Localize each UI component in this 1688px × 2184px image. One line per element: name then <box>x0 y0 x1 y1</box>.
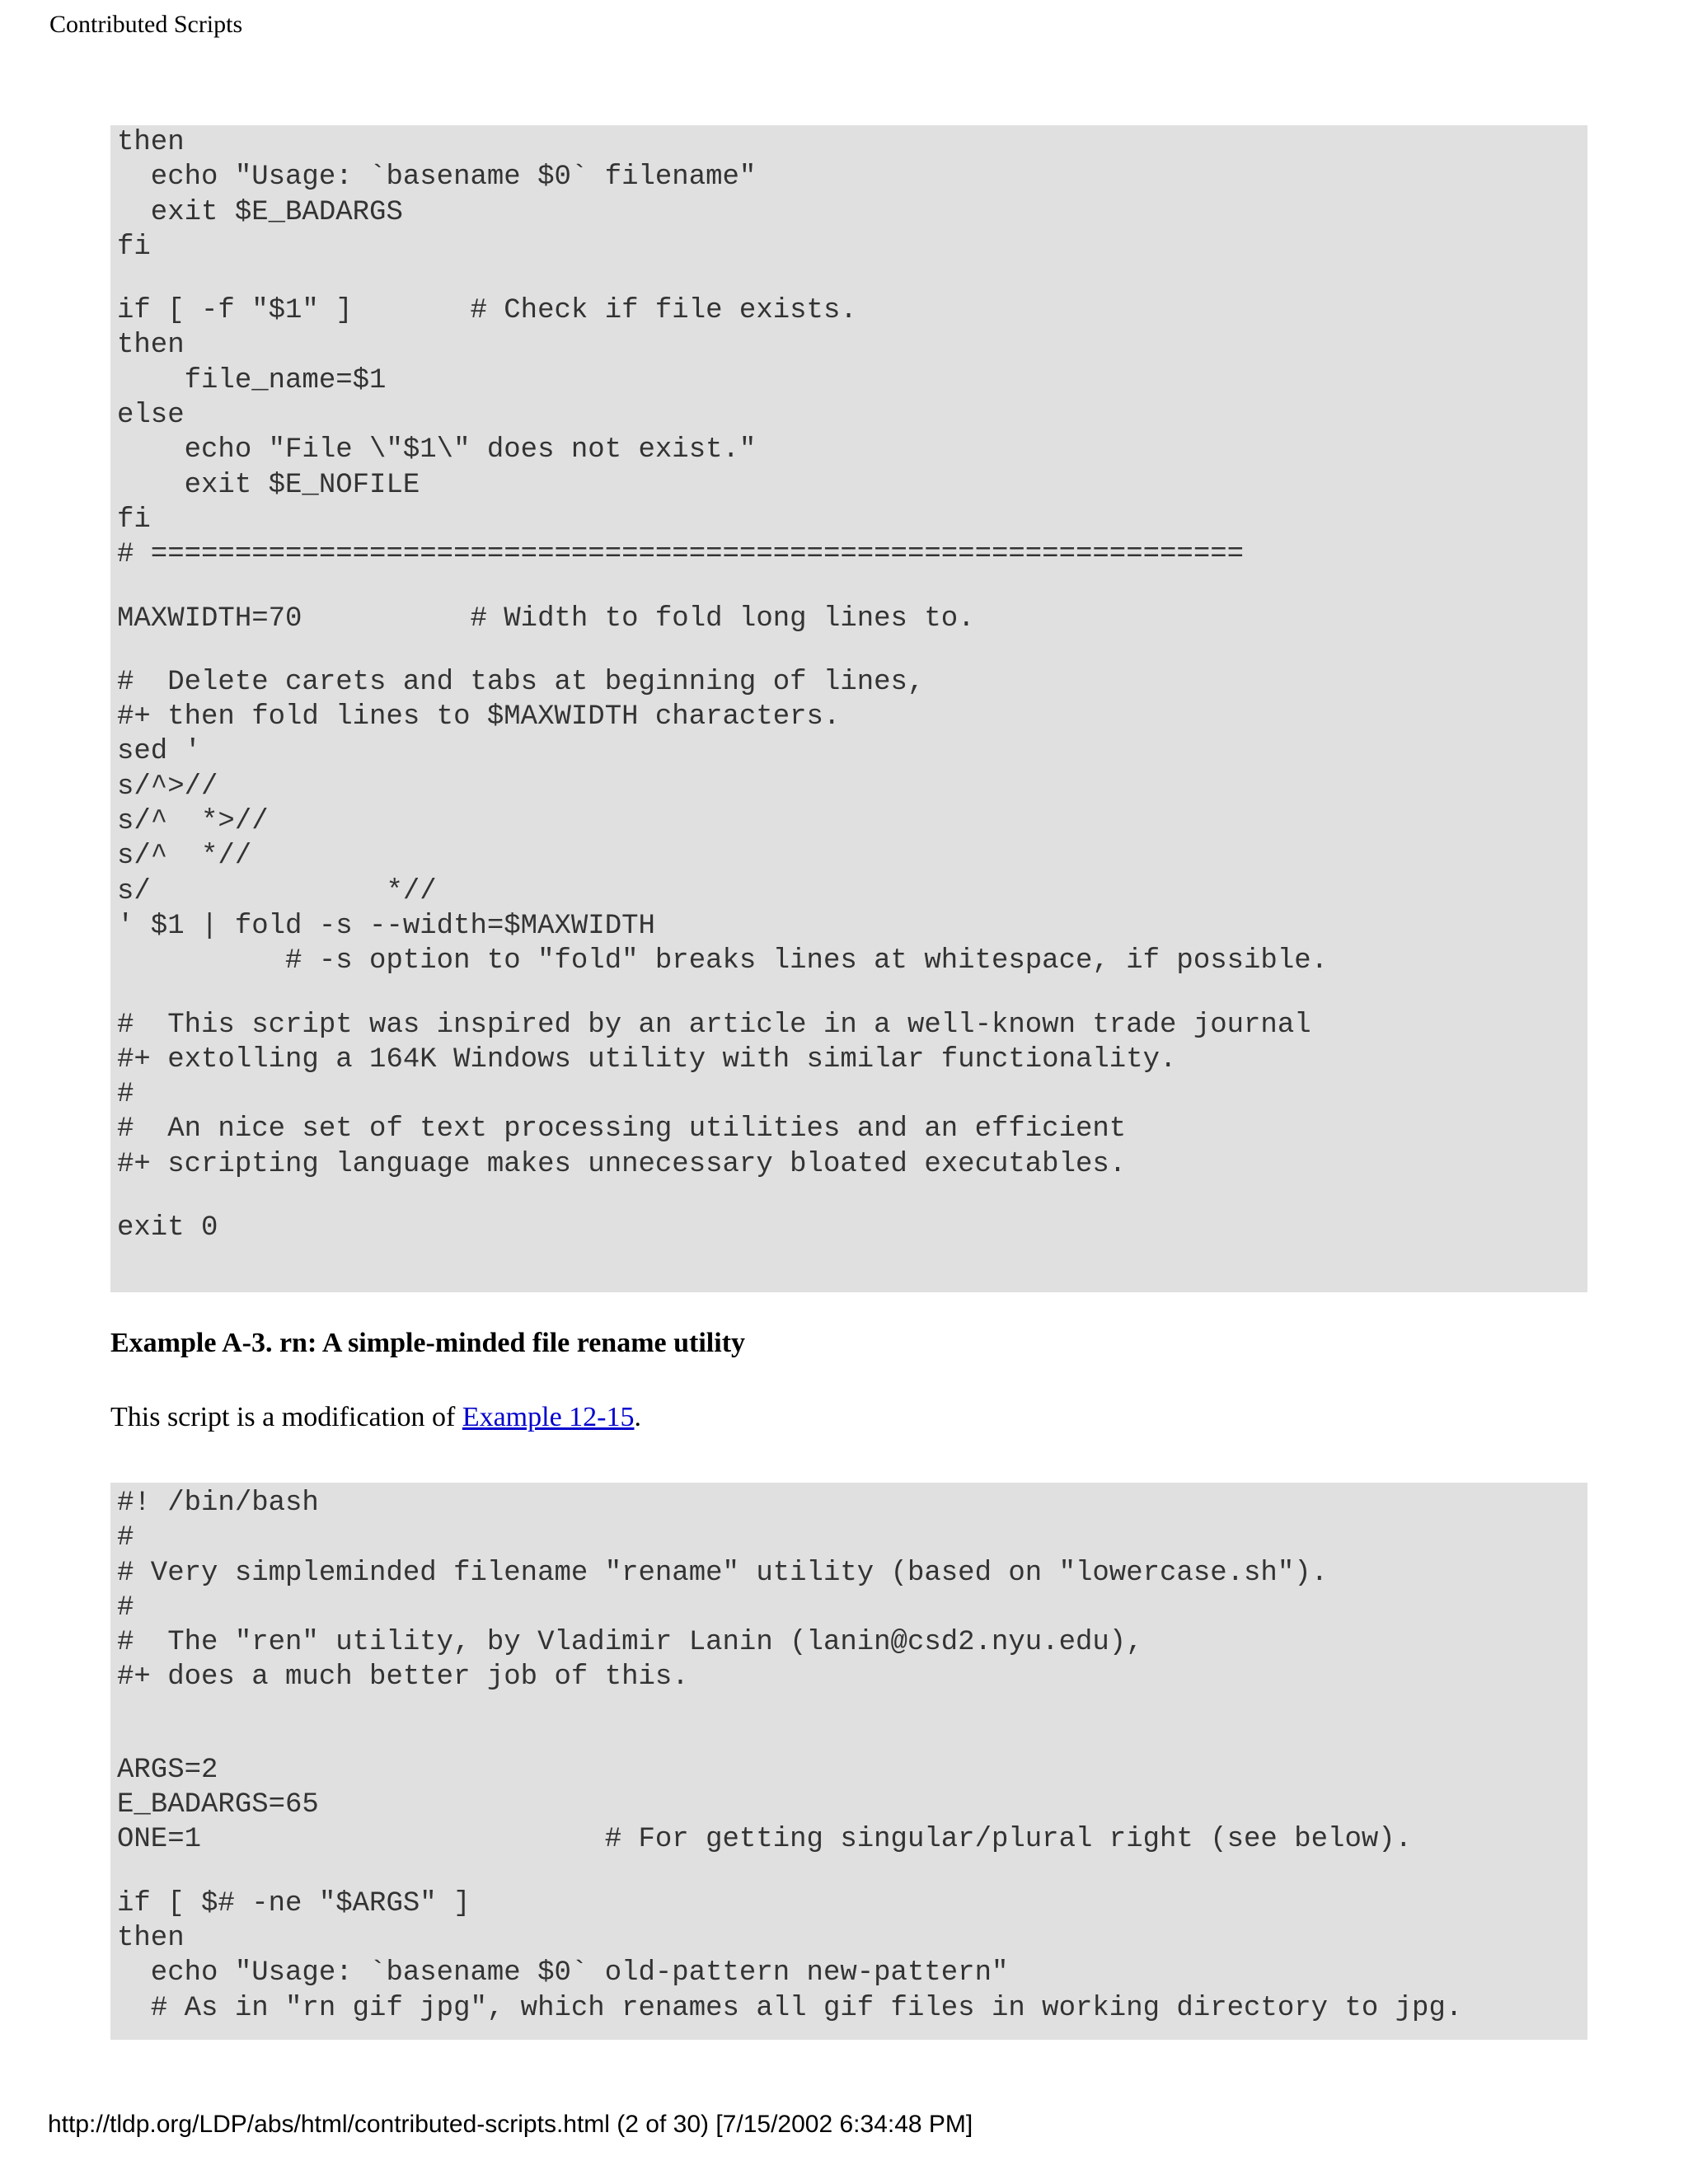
intro-text-after: . <box>634 1402 641 1432</box>
code-line: sed ' <box>117 736 202 768</box>
code-line-blank <box>117 1724 1587 1753</box>
code-line: if [ $# -ne "$ARGS" ] <box>117 1887 471 1919</box>
code-line: else <box>117 400 185 432</box>
code-line: # The "ren" utility, by Vladimir Lanin (lanin@csd2.nyu.edu), <box>117 1627 1143 1659</box>
code-line: # <box>117 1079 134 1111</box>
code-line-blank <box>117 1695 1587 1724</box>
code-line: s/^>// <box>117 771 218 803</box>
code-line: E_BADARGS=65 <box>117 1789 319 1821</box>
code-line: # Delete carets and tabs at beginning of lines, <box>117 666 925 698</box>
code-line: MAXWIDTH=70 # Width to fold long lines to. <box>117 602 975 635</box>
code-line: echo "Usage: `basename $0` old-pattern new-pattern" <box>117 1957 1009 1990</box>
code-line: s/^ *>// <box>117 806 269 838</box>
code-line: #+ does a much better job of this. <box>117 1661 689 1694</box>
code-line: #! /bin/bash <box>117 1488 319 1519</box>
code-line: fi <box>117 504 151 536</box>
code-block-rename-script <box>110 1483 1587 2040</box>
code-line: echo "File \"$1\" does not exist." <box>117 434 757 466</box>
code-line: #+ scripting language makes unnecessary bloated executables. <box>117 1148 1127 1180</box>
code-line: then <box>117 330 185 362</box>
code-line-blank <box>117 573 1587 602</box>
example-12-15-link[interactable]: Example 12-15 <box>462 1402 635 1432</box>
code-line-blank <box>117 1182 1587 1211</box>
code-line: exit $E_NOFILE <box>117 469 420 501</box>
code-line-blank <box>117 636 1587 665</box>
code-line: fi <box>117 231 151 263</box>
code-line-blank <box>117 1858 1587 1886</box>
code-line: then <box>117 127 185 158</box>
page-header: Contributed Scripts <box>49 11 243 38</box>
code-line: #+ extolling a 164K Windows utility with similar functionality. <box>117 1043 1177 1076</box>
code-line: #+ then fold lines to $MAXWIDTH characters. <box>117 701 841 733</box>
code-line: # As in "rn gif jpg", which renames all gif files in working directory to jpg. <box>117 1992 1463 2024</box>
code-line: s/^ *// <box>117 841 252 873</box>
code-line: exit 0 <box>117 1212 218 1244</box>
code-line: ONE=1 # For getting singular/plural right (see below). <box>117 1824 1413 1856</box>
example-title: Example A-3. rn: A simple-minded file rename utility <box>110 1328 746 1358</box>
code-line: # This script was inspired by an article in a well-known trade journal <box>117 1009 1311 1041</box>
code-line: echo "Usage: `basename $0` filename" <box>117 162 757 194</box>
code-line: ' $1 | fold -s --width=$MAXWIDTH <box>117 910 655 942</box>
code-line: # <box>117 1591 134 1624</box>
code-line: exit $E_BADARGS <box>117 196 403 228</box>
page-footer-url: http://tldp.org/LDP/abs/html/contributed-scripts.html (2 of 30) [7/15/2002 6:34:48 PM] <box>48 2111 973 2138</box>
intro-text-before: This script is a modification of <box>110 1402 462 1432</box>
code-line: # An nice set of text processing utilities and an efficient <box>117 1113 1127 1146</box>
code-line: # <box>117 1522 134 1554</box>
code-line-separator: # ================================================================= <box>117 539 1245 571</box>
example-intro <box>110 1399 641 1436</box>
code-line-blank <box>117 979 1587 1008</box>
code-line: if [ -f "$1" ] # Check if file exists. <box>117 295 857 327</box>
code-line-blank <box>117 265 1587 293</box>
code-line: file_name=$1 <box>117 364 387 396</box>
code-line: then <box>117 1922 185 1954</box>
code-line: # -s option to "fold" breaks lines at whitespace, if possible. <box>117 945 1329 977</box>
code-line: ARGS=2 <box>117 1754 218 1786</box>
code-line: s/ *// <box>117 875 437 907</box>
code-line: # Very simpleminded filename "rename" utility (based on "lowercase.sh"). <box>117 1557 1329 1589</box>
code-block-script-fold <box>110 125 1587 1292</box>
